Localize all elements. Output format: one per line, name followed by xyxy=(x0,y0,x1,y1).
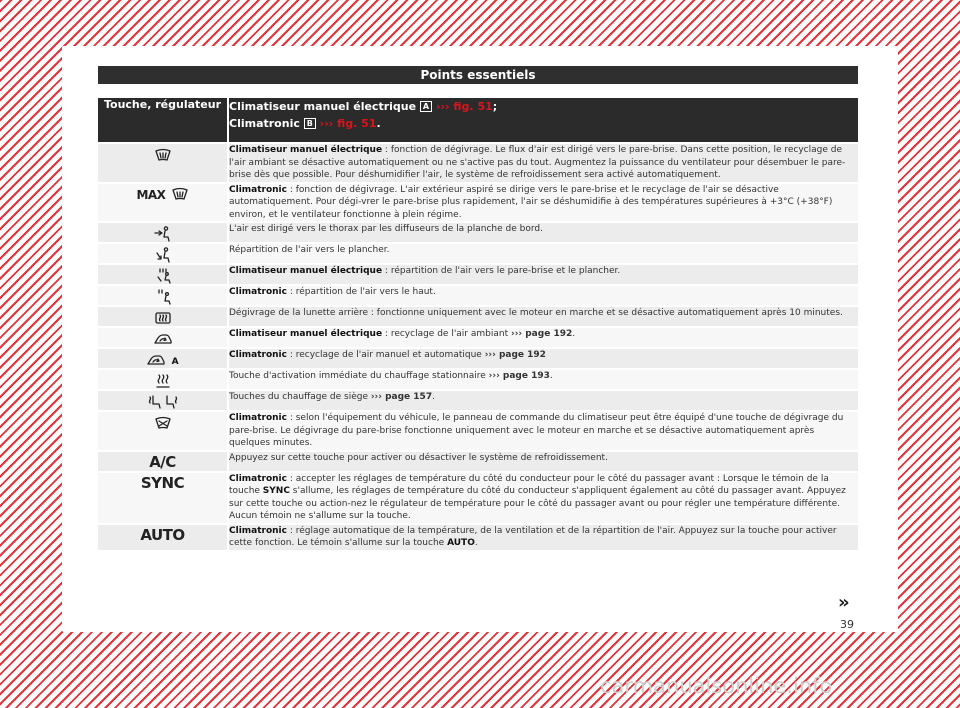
header-manual-ac: Climatiseur manuel électrique xyxy=(229,100,417,113)
auto-label: AUTO xyxy=(140,525,185,544)
row-term: Climatiseur manuel électrique xyxy=(229,145,383,155)
table-row xyxy=(98,306,858,327)
manual-page xyxy=(62,46,898,632)
row-text: : fonction de dégivrage. Le flux d'air est dirigé vers le pare-brise. Dans cette position, le recyclage de l'air ambiant se désactive automatiquement ou ne s'active pas du tout. Augmentez la puissance du ventilateur pour désembuer le pare-brise dès que possible. Pour déshumidifier l'air, le système de refroidissement sera activé automatiquement. xyxy=(229,145,846,180)
table-row xyxy=(98,285,858,306)
row-tail: . xyxy=(549,371,553,381)
row-text: : réglage automatique de la température, de la ventilation et de la répartition de l'air. Appuyez sur la touche pour activer cette fonction. Le témoin s'allume sur la touche xyxy=(229,525,837,548)
row-text: Touches du chauffage de siège xyxy=(229,392,371,402)
table-row xyxy=(98,243,858,264)
row-term: Climatronic xyxy=(229,413,287,423)
row-text: : fonction de dégivrage. L'air extérieur aspiré se dirige vers le pare-brise et le recyclage de l'air se désactive automatiquement. Pour dégi-vrer le pare-brise plus rapidement, l'air se déshumidifie à des températures supérieures à +3°C (+38°F) environ, et le ventilateur fonctionne à plein régime. xyxy=(229,184,833,220)
row-term: Climatronic xyxy=(229,473,287,484)
ac-label: A/C xyxy=(149,452,176,471)
table-row xyxy=(98,222,858,243)
watermark: carmanualsonline.info xyxy=(600,674,833,698)
table-row xyxy=(98,472,858,524)
row-term: Climatronic xyxy=(229,287,287,297)
row-text: L'air est dirigé vers le thorax par les diffuseurs de la planche de bord. xyxy=(229,224,543,234)
air-recirculation-icon xyxy=(98,327,228,348)
defrost-windscreen-icon xyxy=(98,143,228,183)
air-to-floor-icon xyxy=(98,243,228,264)
inline-auto-label: AUTO xyxy=(447,538,475,548)
col-header-control: Touche, régulateur xyxy=(98,98,228,143)
max-defrost-icon xyxy=(98,183,228,223)
air-to-chest-icon xyxy=(98,222,228,243)
table-row xyxy=(98,183,858,223)
auto-a-label: A xyxy=(171,357,179,367)
row-text: : recyclage de l'air manuel et automatique xyxy=(286,350,485,360)
row-text: : recyclage de l'air ambiant xyxy=(382,329,511,339)
row-text-2: s'allume, les réglages de température du côté du conducteur s'appliquent également au côté du passager avant. Appuyez sur cette touche ou action-nez le régulateur de température pour le côté du passager avant ou pour régler une température différente. Aucun témoin ne s'allume sur la touche. xyxy=(229,486,846,521)
row-text: : selon l'équipement du véhicule, le panneau de commande du climatiseur peut être équipé d'une touche de dégivrage du pare-brise. Le dégivrage du pare-brise fonctionne uniquement avec le moteur en marche et se désactive automatiquement après quelques minutes. xyxy=(229,413,844,448)
auto-icon xyxy=(98,524,228,550)
sync-icon xyxy=(98,472,228,524)
row-text: : répartition de l'air vers le haut. xyxy=(286,287,436,297)
max-label: MAX xyxy=(136,187,166,202)
table-row xyxy=(98,390,858,411)
page-link[interactable]: ››› page 193 xyxy=(488,371,550,381)
air-windscreen-floor-icon xyxy=(98,264,228,285)
page-number: 39 xyxy=(840,618,854,631)
page-link[interactable]: ››› page 192 xyxy=(484,350,546,360)
seat-heating-icon xyxy=(98,390,228,411)
row-term: Climatronic xyxy=(229,350,287,360)
row-text: : répartition de l'air vers le pare-brise et le plancher. xyxy=(382,266,621,276)
row-text: : accepter les réglages de température du côté du conducteur pour le côté du passager avant : Lorsque le témoin de la touche xyxy=(229,473,829,496)
table-header-row xyxy=(98,98,858,143)
section-title: Points essentiels xyxy=(98,66,858,84)
table-row xyxy=(98,143,858,183)
air-upward-icon xyxy=(98,285,228,306)
table-row xyxy=(98,264,858,285)
parking-heater-icon xyxy=(98,369,228,390)
row-tail: . xyxy=(432,392,435,402)
header-climatronic: Climatronic xyxy=(229,117,300,130)
page-link[interactable]: ››› page 157 xyxy=(370,392,433,402)
row-text: Répartition de l'air vers le plancher. xyxy=(229,245,390,255)
callout-a: A xyxy=(420,101,432,112)
row-term: Climatronic xyxy=(229,184,287,195)
row-term: Climatiseur manuel électrique xyxy=(229,329,383,339)
table-row xyxy=(98,411,858,451)
ref-arrows-b: ››› xyxy=(319,117,334,130)
table-row xyxy=(98,327,858,348)
header-sep-b: . xyxy=(376,117,381,130)
ref-link-fig51-b[interactable]: fig. 51 xyxy=(337,117,377,130)
header-sep-a: ; xyxy=(492,100,498,113)
row-text: Touche d'activation immédiate du chauffage stationnaire xyxy=(229,371,489,381)
row-text: Dégivrage de la lunette arrière : fonctionne uniquement avec le moteur en marche et se désactive automatiquement après 10 minutes. xyxy=(229,308,843,318)
ref-link-fig51-a[interactable]: fig. 51 xyxy=(453,100,493,113)
controls-table xyxy=(98,98,858,550)
row-tail: . xyxy=(572,329,576,339)
ac-icon xyxy=(98,451,228,472)
row-term: Climatiseur manuel électrique xyxy=(229,266,383,276)
row-text: Appuyez sur cette touche pour activer ou désactiver le système de refroidissement. xyxy=(229,452,608,463)
ref-arrows-a: ››› xyxy=(435,100,450,113)
table-row xyxy=(98,524,858,550)
auto-recirculation-icon xyxy=(98,348,228,369)
rear-window-defrost-icon xyxy=(98,306,228,327)
table-row xyxy=(98,451,858,472)
windscreen-heating-icon xyxy=(98,411,228,451)
sync-label: SYNC xyxy=(140,473,185,492)
callout-b: B xyxy=(304,118,316,129)
continue-mark: » xyxy=(838,592,850,613)
col-header-description xyxy=(228,98,858,143)
row-term: Climatronic xyxy=(229,525,287,536)
inline-sync-label: SYNC xyxy=(262,486,290,496)
row-text-2: . xyxy=(474,538,478,548)
table-row xyxy=(98,369,858,390)
page-link[interactable]: ››› page 192 xyxy=(510,329,573,339)
table-row xyxy=(98,348,858,369)
